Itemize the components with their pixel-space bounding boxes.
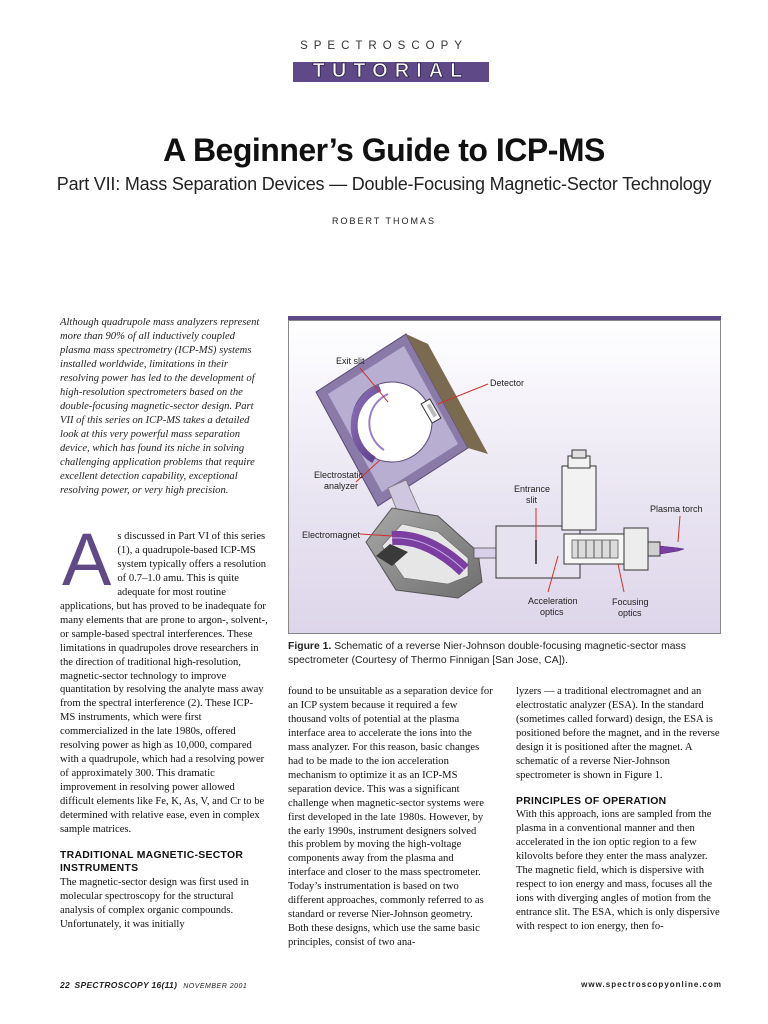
issue-date: NOVEMBER 2001: [183, 983, 248, 990]
label-focusing-line2: optics: [618, 608, 642, 618]
label-detector: Detector: [490, 378, 525, 388]
ion-source-assembly: [496, 450, 684, 578]
footer-url[interactable]: www.spectroscopyonline.com: [581, 980, 722, 989]
electromagnet: [366, 508, 482, 598]
label-esa-line1: Electrostatic: [314, 470, 364, 480]
page-number: 22: [60, 980, 71, 990]
tutorial-label: TUTORIAL: [312, 60, 470, 82]
column-1: [60, 518, 268, 932]
label-plasma-torch: Plasma torch: [650, 504, 703, 514]
label-esa-line2: analyzer: [324, 481, 359, 491]
footer-folio: [60, 980, 247, 990]
article-subtitle: Part VII: Mass Separation Devices — Double-Focusing Magnetic-Sector Technology: [56, 174, 712, 194]
label-acceleration-line1: Acceleration: [528, 596, 578, 606]
article-title: A Beginner’s Guide to ICP-MS: [163, 132, 605, 168]
caption-text: Schematic of a reverse Nier-Johnson double-focusing magnetic-sector mass spectrometer (Courtesy of Thermo Finnigan [San Jose, CA]).: [288, 641, 686, 666]
journal-citation: SPECTROSCOPY 16(11): [74, 980, 178, 990]
paragraph: found to be unsuitable as a separation device for an ICP system because it required a few thousand volts of potential at the plasma interface area to accelerate the ions into the mass analyzer. For this reason, basic changes had to be made to the ion acceleration mechanism to optimize it as an ICP-MS separation device. This was a significant challenge when magnetic-sector systems were first developed in the late 1980s. However, by the early 1990s, instrument designers solved this problem by moving the high-voltage components away from the plasma and interface and closer to the mass spectrometer. Today’s instrumentation is based on two different approaches, commonly referred to as standard or reverse Nier-Johnson geometry. Both these designs, which use the same basic principles, consist of two ana-: [288, 686, 493, 949]
label-entrance-line2: slit: [526, 495, 537, 505]
paragraph: With this approach, ions are sampled from the plasma in a conventional manner and then accelerated in the ion optic region to a few kilovolts before they enter the mass analyzer. The magnetic field, which is dispersive with respect to ion energy and mass, focuses all the ions with diverging angles of motion from the entrance slit. The ESA, which is only dispersive with respect to ion energy, then fo-: [516, 809, 720, 932]
paragraph: lyzers — a traditional electromagnet and an electrostatic analyzer (ESA). In the standard (sometimes called forward) design, the ESA is positioned before the magnet, and in the reverse design it is positioned after the magnet. A schematic of a reverse Nier-Johnson spectrometer is shown in Figure 1.: [516, 686, 720, 781]
figure-schematic: [288, 320, 721, 634]
label-electromagnet: Electromagnet: [302, 530, 361, 540]
author-byline: ROBERT THOMAS: [331, 216, 437, 226]
section-heading: PRINCIPLES OF OPERATION: [516, 795, 667, 807]
caption-label: Figure 1.: [288, 641, 332, 652]
label-acceleration-line2: optics: [540, 607, 564, 617]
column-2: [288, 685, 493, 950]
section-kicker: SPECTROSCOPY: [300, 40, 468, 52]
label-entrance-line1: Entrance: [514, 484, 551, 494]
drop-cap: A: [62, 518, 112, 601]
label-focusing-line1: Focusing: [612, 597, 649, 607]
column-3: [516, 685, 722, 934]
label-exit-slit: Exit slit: [336, 356, 365, 366]
figure-caption: [288, 640, 722, 667]
paragraph: The magnetic-sector design was first used in molecular spectroscopy for the structural analysis of complex organic compounds. Unfortunately, it was initially: [60, 876, 249, 930]
paragraph: [60, 518, 268, 837]
abstract: Although quadrupole mass analyzers represent more than 90% of all inductively coupled plasma mass spectrometry (ICP-MS) systems installed worldwide, limitations in their resolving power has led to the development of high-resolution spectrometers based on the double-focusing magnetic-sector design. Part VII of this series on ICP-MS takes a detailed look at this very powerful mass separation device, which has found its niche in solving challenging application problems that require excellent detection capability, exceptional resolving power, or very high precision.: [60, 317, 260, 496]
section-heading: TRADITIONAL MAGNETIC-SECTOR INSTRUMENTS: [60, 849, 244, 875]
paragraph-text: s discussed in Part VI of this series (1), a quadrupole-based ICP-MS system typically offers a resolution of 0.7–1.0 amu. This is quite adequate for most routine applications, but has proved to be inadequate for many elements that are prone to argon-, solvent-, or sample-based spectral interferences. These limitations in quadrupoles drove researchers in the direction of traditional high-resolution, magnetic-sector technology to improve quantitation by resolving the analyte mass away from the spectral interference (2). These ICP-MS instruments, which were first commercialized in the late 1980s, offered resolving power as high as 10,000, compared with a quadrupole, which had a resolving power of approximately 300. This dramatic improvement in resolving power allowed difficult elements like Fe, K, As, V, and Cr to be determined with relative ease, even in complex sample matrices.: [60, 531, 268, 836]
